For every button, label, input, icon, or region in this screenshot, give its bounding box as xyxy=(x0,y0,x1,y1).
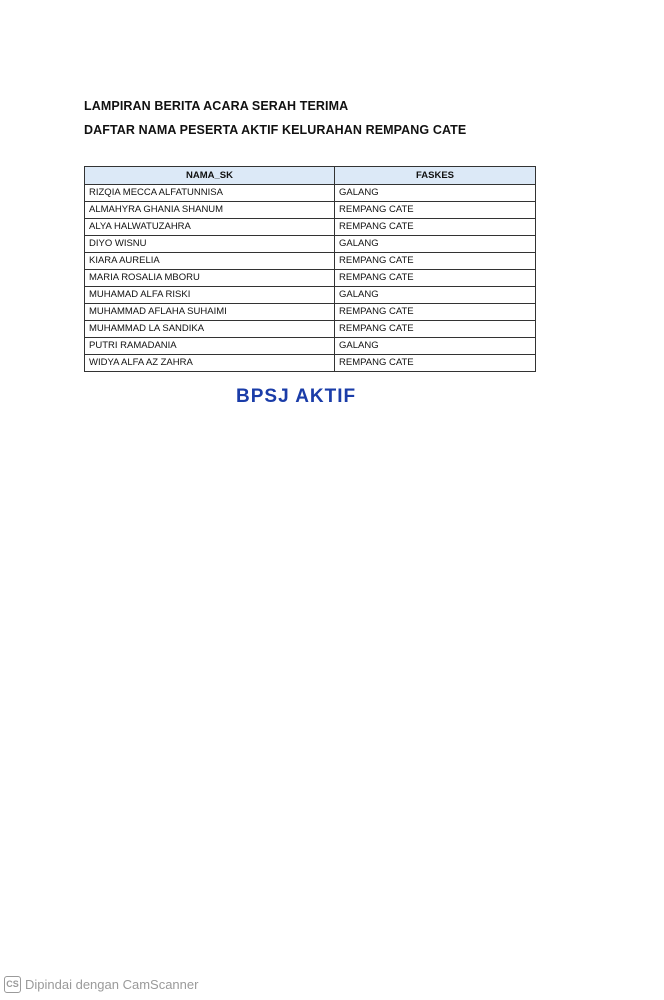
participant-table xyxy=(84,166,536,372)
table-row xyxy=(85,321,536,338)
table-row xyxy=(85,219,536,236)
cell-nama-sk: KIARA AURELIA xyxy=(85,253,335,270)
cell-faskes: REMPANG CATE xyxy=(335,304,536,321)
column-header-nama-sk: NAMA_SK xyxy=(85,167,335,185)
cell-nama-sk: DIYO WISNU xyxy=(85,236,335,253)
cell-faskes: REMPANG CATE xyxy=(335,219,536,236)
table-row xyxy=(85,287,536,304)
table-row xyxy=(85,338,536,355)
table-row xyxy=(85,202,536,219)
cell-nama-sk: PUTRI RAMADANIA xyxy=(85,338,335,355)
table-header-row xyxy=(85,167,536,185)
table-row xyxy=(85,304,536,321)
cell-faskes: GALANG xyxy=(335,287,536,304)
camscanner-logo-icon: CS xyxy=(4,976,21,993)
cell-faskes: REMPANG CATE xyxy=(335,321,536,338)
cell-nama-sk: MUHAMMAD AFLAHA SUHAIMI xyxy=(85,304,335,321)
cell-faskes: REMPANG CATE xyxy=(335,202,536,219)
table-row xyxy=(85,236,536,253)
scanner-watermark xyxy=(4,976,198,993)
status-stamp: BPSJ AKTIF xyxy=(236,386,357,407)
cell-nama-sk: ALYA HALWATUZAHRA xyxy=(85,219,335,236)
cell-faskes: REMPANG CATE xyxy=(335,270,536,287)
cell-faskes: GALANG xyxy=(335,338,536,355)
table-row xyxy=(85,355,536,372)
cell-faskes: GALANG xyxy=(335,236,536,253)
cell-nama-sk: RIZQIA MECCA ALFATUNNISA xyxy=(85,185,335,202)
cell-faskes: GALANG xyxy=(335,185,536,202)
heading-daftar-nama: DAFTAR NAMA PESERTA AKTIF KELURAHAN REMPANG CATE xyxy=(84,123,467,137)
table-row xyxy=(85,270,536,287)
cell-nama-sk: MUHAMMAD LA SANDIKA xyxy=(85,321,335,338)
scanner-watermark-text: Dipindai dengan CamScanner xyxy=(25,977,199,992)
cell-nama-sk: WIDYA ALFA AZ ZAHRA xyxy=(85,355,335,372)
cell-nama-sk: MARIA ROSALIA MBORU xyxy=(85,270,335,287)
cell-faskes: REMPANG CATE xyxy=(335,253,536,270)
cell-nama-sk: ALMAHYRA GHANIA SHANUM xyxy=(85,202,335,219)
column-header-faskes: FASKES xyxy=(335,167,536,185)
table-row xyxy=(85,185,536,202)
table-row xyxy=(85,253,536,270)
cell-faskes: REMPANG CATE xyxy=(335,355,536,372)
cell-nama-sk: MUHAMAD ALFA RISKI xyxy=(85,287,335,304)
heading-lampiran: LAMPIRAN BERITA ACARA SERAH TERIMA xyxy=(84,99,349,113)
